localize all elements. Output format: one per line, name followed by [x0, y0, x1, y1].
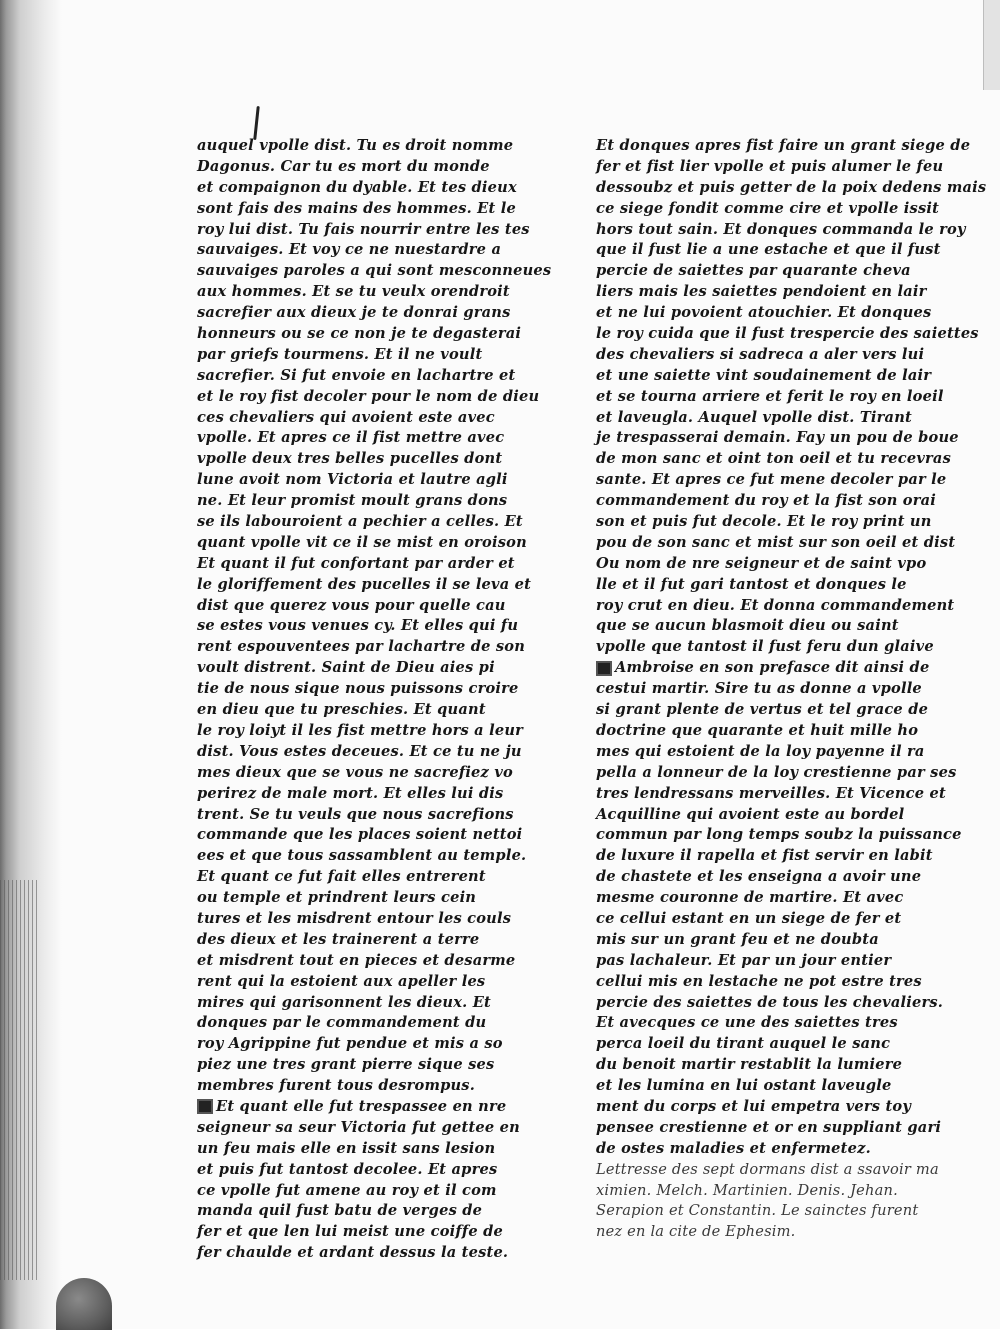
text-line: et ne lui povoient atouchier. Et donques — [596, 304, 932, 322]
illuminated-initial-icon — [596, 661, 612, 676]
rubric-line: nez en la cite de Ephesim. — [596, 1223, 796, 1241]
text-line — [197, 1097, 542, 1118]
text-line: sacrefier. Si fut envoie en lachartre et — [197, 366, 516, 384]
text-line: se estes vous venues cy. Et elles qui fu — [197, 617, 519, 635]
text-line: rent espouventees par lachartre de son — [197, 638, 526, 656]
text-line-content: Et quant elle fut trespassee en nre — [216, 1097, 507, 1115]
text-line: fer et fist lier vpolle et puis alumer le feu — [596, 157, 944, 175]
text-line: perirez de male mort. Et elles lui dis — [197, 784, 504, 802]
text-line: dessoubz et puis getter de la poix dedens mais — [596, 178, 987, 196]
text-line: de luxure il rapella et fist servir en labit — [596, 847, 933, 865]
text-line: par griefs tourmens. Et il ne voult — [197, 345, 483, 363]
text-line: Acquilline qui avoient este au bordel — [596, 805, 905, 823]
text-line: de chastete et les enseigna a avoir une — [596, 868, 922, 886]
text-line: tie de nous sique nous puissons croire — [197, 680, 519, 698]
text-line: percie des saiettes de tous les chevaliers. — [596, 993, 944, 1011]
text-line: mes dieux que se vous ne sacrefiez vo — [197, 763, 513, 781]
text-line: commun par long temps soubz la puissance — [596, 826, 962, 844]
text-line: sont fais des mains des hommes. Et le — [197, 199, 516, 217]
text-line: sauvaiges paroles a qui sont mesconneues — [197, 262, 552, 280]
text-line: si grant plente de vertus et tel grace de — [596, 701, 929, 719]
rubric-line: Serapion et Constantin. Le sainctes furent — [596, 1202, 919, 1220]
text-line: rent qui la estoient aux apeller les — [197, 972, 486, 990]
text-line: auquel vpolle dist. Tu es droit nomme — [197, 137, 514, 154]
holding-thumb — [56, 1278, 112, 1330]
text-line: des dieux et les trainerent a terre — [197, 930, 480, 948]
text-line: vpolle. Et apres ce il fist mettre avec — [197, 429, 505, 447]
text-line: et laveugla. Auquel vpolle dist. Tirant — [596, 408, 912, 426]
text-line: lle et il fut gari tantost et donques le — [596, 575, 907, 593]
text-line: et une saiette vint soudainement de lair — [596, 366, 932, 384]
text-line: tres lendressans merveilles. Et Vicence et — [596, 784, 946, 802]
text-line: ce siege fondit comme cire et vpolle issit — [596, 199, 940, 217]
text-line: cestui martir. Sire tu as donne a vpolle — [596, 680, 922, 698]
text-line: du benoit martir restablit la lumiere — [596, 1056, 903, 1074]
text-line: son et puis fut decole. Et le roy print un — [596, 513, 932, 531]
text-line: roy crut en dieu. Et donna commandement — [596, 596, 955, 614]
text-line: doctrine que quarante et huit mille ho — [596, 721, 919, 739]
text-line: sante. Et apres ce fut mene decoler par le — [596, 471, 947, 489]
text-line: dist que querez vous pour quelle cau — [197, 596, 506, 614]
rubric-line: ximien. Melch. Martinien. Denis. Jehan. — [596, 1181, 898, 1199]
text-line: et puis fut tantost decolee. Et apres — [197, 1160, 498, 1178]
left-text-column — [197, 136, 552, 1264]
text-line: dist. Vous estes deceues. Et ce tu ne ju — [197, 742, 522, 760]
text-line: en dieu que tu preschies. Et quant — [197, 701, 486, 719]
text-line: et le roy fist decoler pour le nom de dieu — [197, 387, 540, 405]
text-line: ce cellui estant en un siege de fer et — [596, 909, 902, 927]
ascender-stroke — [253, 106, 260, 140]
text-line: Et quant il fut confortant par arder et — [197, 554, 515, 572]
text-line: et se tourna arriere et ferit le roy en loeil — [596, 387, 944, 405]
text-line: Et quant ce fut fait elles entrerent — [197, 868, 486, 886]
text-line: quant vpolle vit ce il se mist en oroison — [197, 533, 527, 551]
text-line: et compaignon du dyable. Et tes dieux — [197, 178, 517, 196]
text-line: je trespasserai demain. Fay un pou de boue — [596, 429, 959, 447]
text-line: que se aucun blasmoit dieu ou saint — [596, 617, 899, 635]
text-line: roy lui dist. Tu fais nourrir entre les tes — [197, 220, 530, 238]
text-line: un feu mais elle en issit sans lesion — [197, 1139, 496, 1157]
rubric-line: Lettresse des sept dormans dist a ssavoir ma — [596, 1160, 939, 1178]
text-line: piez une tres grant pierre sique ses — [197, 1056, 495, 1074]
text-line: fer chaulde et ardant dessus la teste. — [197, 1244, 509, 1262]
text-line: perca loeil du tirant auquel le sanc — [596, 1035, 891, 1053]
text-line: vpolle que tantost il fust feru dun glaive — [596, 638, 934, 656]
text-line: cellui mis en lestache ne pot estre tres — [596, 972, 922, 990]
text-line: Et donques apres fist faire un grant siege de — [596, 137, 971, 154]
text-line: fer et que len lui meist une coiffe de — [197, 1223, 503, 1241]
text-line: commandement du roy et la fist son orai — [596, 492, 937, 510]
text-line: se ils labouroient a pechier a celles. Et — [197, 513, 523, 531]
text-line: honneurs ou se ce non je te degasterai — [197, 325, 522, 343]
text-line: ce vpolle fut amene au roy et il com — [197, 1181, 497, 1199]
text-line: Ou nom de nre seigneur et de saint vpo — [596, 554, 927, 572]
text-line: sauvaiges. Et voy ce ne nuestardre a — [197, 241, 502, 259]
text-line: vpolle deux tres belles pucelles dont — [197, 450, 503, 468]
text-line: membres furent tous desrompus. — [197, 1077, 476, 1095]
text-line: de ostes maladies et enfermetez. — [596, 1139, 871, 1157]
page-stack-edges — [0, 880, 40, 1280]
text-line-content: Ambroise en son prefasce dit ainsi de — [615, 659, 930, 677]
text-line: lune avoit nom Victoria et lautre agli — [197, 471, 508, 489]
text-line: commande que les places soient nettoi — [197, 826, 523, 844]
text-line: ne. Et leur promist moult grans dons — [197, 492, 508, 510]
text-line: des chevaliers si sadreca a aler vers lui — [596, 345, 925, 363]
text-line: que il fust lie a une estache et que il fust — [596, 241, 941, 259]
text-line: le roy cuida que il fust trespercie des saiettes — [596, 325, 979, 343]
text-line: le roy loiyt il les fist mettre hors a leur — [197, 721, 524, 739]
text-line: tures et les misdrent entour les couls — [197, 909, 512, 927]
text-line: ees et que tous sassamblent au temple. — [197, 847, 527, 865]
text-line: mes qui estoient de la loy payenne il ra — [596, 742, 925, 760]
text-line: roy Agrippine fut pendue et mis a so — [197, 1035, 503, 1053]
text-line: percie de saiettes par quarante cheva — [596, 262, 911, 280]
text-line: mesme couronne de martire. Et avec — [596, 889, 904, 907]
page-corner-tab — [983, 0, 1000, 90]
text-line: ces chevaliers qui avoient este avec — [197, 408, 495, 426]
text-line: pella a lonneur de la loy crestienne par ses — [596, 763, 957, 781]
text-line: et misdrent tout en pieces et desarme — [197, 951, 516, 969]
text-line: liers mais les saiettes pendoient en lair — [596, 283, 927, 301]
text-line: manda quil fust batu de verges de — [197, 1202, 483, 1220]
text-line: mis sur un grant feu et ne doubta — [596, 930, 879, 948]
text-line: et les lumina en lui ostant laveugle — [596, 1077, 892, 1095]
text-line: Et avecques ce une des saiettes tres — [596, 1014, 898, 1032]
text-line: ou temple et prindrent leurs cein — [197, 889, 477, 907]
text-line — [596, 658, 941, 679]
right-text-column — [596, 136, 987, 1243]
text-line: sacrefier aux dieux je te donrai grans — [197, 304, 511, 322]
text-line: le gloriffement des pucelles il se leva et — [197, 575, 532, 593]
text-line: pou de son sanc et mist sur son oeil et dist — [596, 533, 956, 551]
text-line: mires qui garisonnent les dieux. Et — [197, 993, 491, 1011]
text-line: voult distrent. Saint de Dieu aies pi — [197, 659, 495, 677]
text-line: aux hommes. Et se tu veulx orendroit — [197, 283, 510, 301]
text-line: pas lachaleur. Et par un jour entier — [596, 951, 892, 969]
text-line: Dagonus. Car tu es mort du monde — [197, 157, 490, 175]
text-line: pensee crestienne et or en suppliant gari — [596, 1118, 942, 1136]
text-line: donques par le commandement du — [197, 1014, 487, 1032]
text-line: ment du corps et lui empetra vers toy — [596, 1097, 912, 1115]
illuminated-initial-icon — [197, 1099, 213, 1114]
text-line: de mon sanc et oint ton oeil et tu recevras — [596, 450, 951, 468]
text-line: trent. Se tu veuls que nous sacrefions — [197, 805, 514, 823]
text-line: seigneur sa seur Victoria fut gettee en — [197, 1118, 520, 1136]
text-line: hors tout sain. Et donques commanda le roy — [596, 220, 966, 238]
